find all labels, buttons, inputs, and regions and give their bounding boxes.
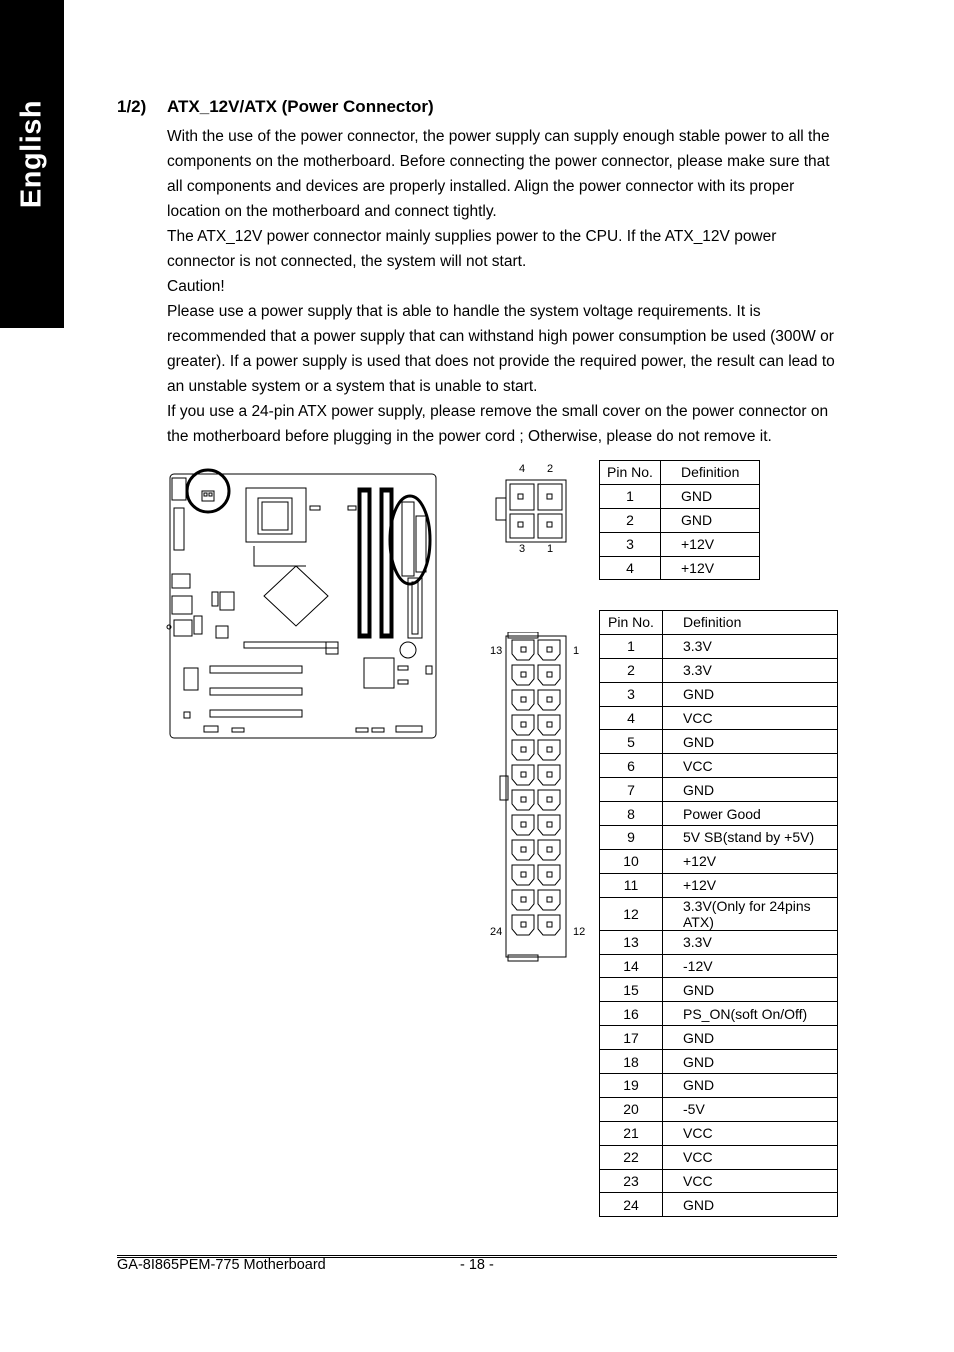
pin-cell bbox=[512, 715, 534, 735]
paragraph: If you use a 24-pin ATX power supply, please remove the small cover on the power connector on the motherboard before plugging in the power cord ; Otherwise, please do not remove it. bbox=[167, 403, 829, 445]
pin-definition: -5V bbox=[663, 1097, 838, 1121]
footer-model: GA-8I865PEM-775 Motherboard bbox=[117, 1257, 326, 1273]
pin-definition: GND bbox=[663, 1193, 838, 1217]
table-header-row bbox=[600, 461, 760, 485]
pin-contact bbox=[547, 872, 552, 877]
pin-number: 20 bbox=[600, 1097, 663, 1121]
pin-definition: VCC bbox=[663, 1169, 838, 1193]
table-row bbox=[600, 634, 838, 658]
pin-contact bbox=[521, 697, 526, 702]
table-row bbox=[600, 802, 838, 826]
pin-number: 2 bbox=[600, 508, 661, 532]
table-row bbox=[600, 556, 760, 580]
motherboard-diagram bbox=[166, 466, 438, 742]
pin-number: 16 bbox=[600, 1002, 663, 1026]
pin-number: 19 bbox=[600, 1074, 663, 1098]
pin-cell bbox=[538, 890, 560, 910]
pin-number: 7 bbox=[600, 778, 663, 802]
pin-cell bbox=[538, 690, 560, 710]
pin-number: 3 bbox=[600, 682, 663, 706]
pin-number: 21 bbox=[600, 1121, 663, 1145]
pin-label: 13 bbox=[490, 645, 503, 657]
pin-number: 24 bbox=[600, 1193, 663, 1217]
paragraph: The ATX_12V power connector mainly supplies power to the CPU. If the ATX_12V power connector is not connected, the system will not start. bbox=[167, 228, 777, 270]
pin-number: 4 bbox=[600, 556, 661, 580]
table-row bbox=[600, 778, 838, 802]
pin-definition: GND bbox=[663, 778, 838, 802]
pin-contact bbox=[547, 797, 552, 802]
pin-cell bbox=[538, 915, 560, 935]
pin-number: 3 bbox=[600, 532, 661, 556]
pin-definition: GND bbox=[663, 1074, 838, 1098]
language-label: English bbox=[15, 99, 48, 209]
table-row bbox=[600, 897, 838, 930]
pin-number: 4 bbox=[600, 706, 663, 730]
table-row bbox=[600, 1121, 838, 1145]
table-row bbox=[600, 484, 760, 508]
pin-contact bbox=[547, 922, 552, 927]
pin-label: 12 bbox=[573, 926, 586, 938]
pin-cell bbox=[512, 765, 534, 785]
pin-cell bbox=[512, 640, 534, 660]
table-row bbox=[600, 754, 838, 778]
pin-label: 2 bbox=[547, 463, 554, 475]
atx-pin-table bbox=[599, 610, 838, 1217]
pin-definition: PS_ON(soft On/Off) bbox=[663, 1002, 838, 1026]
pin-label: 3 bbox=[519, 543, 526, 555]
table-row bbox=[600, 826, 838, 850]
table-row bbox=[600, 849, 838, 873]
pin-contact bbox=[547, 747, 552, 752]
paragraph: Please use a power supply that is able to handle the system voltage requirements. It is recommended that a power supply that can withstand high power consumption be used (300W or greater). If a power supply is used that does not provide the required power, the result can lead to an unstable system or a system that is unable to start. bbox=[167, 303, 835, 395]
pin-number: 23 bbox=[600, 1169, 663, 1193]
table-row bbox=[600, 706, 838, 730]
table-row bbox=[600, 930, 838, 954]
pin-cell bbox=[512, 840, 534, 860]
pin-number: 6 bbox=[600, 754, 663, 778]
atx12v-pin-table bbox=[599, 460, 760, 580]
pin-definition: GND bbox=[663, 978, 838, 1002]
pin-number: 1 bbox=[600, 634, 663, 658]
table-row bbox=[600, 1193, 838, 1217]
table-row bbox=[600, 1050, 838, 1074]
pin-definition: GND bbox=[661, 508, 760, 532]
pin-contact bbox=[521, 872, 526, 877]
pin-cell bbox=[538, 640, 560, 660]
table-row bbox=[600, 1026, 838, 1050]
language-side-tab bbox=[0, 0, 64, 328]
pin-contact bbox=[547, 647, 552, 652]
caution-label: Caution! bbox=[167, 278, 225, 295]
pin-contact bbox=[547, 772, 552, 777]
pin-contact bbox=[521, 647, 526, 652]
section-title: ATX_12V/ATX (Power Connector) bbox=[167, 97, 434, 116]
pin-number: 2 bbox=[600, 658, 663, 682]
column-header: Definition bbox=[661, 461, 760, 485]
pin-number: 10 bbox=[600, 849, 663, 873]
pin-definition: +12V bbox=[661, 556, 760, 580]
pin-contact bbox=[547, 847, 552, 852]
pin-contact bbox=[521, 797, 526, 802]
pin-definition: +12V bbox=[663, 873, 838, 897]
pin-definition: VCC bbox=[663, 706, 838, 730]
pin-cell bbox=[512, 915, 534, 935]
pin-definition: 5V SB(stand by +5V) bbox=[663, 826, 838, 850]
pin-cell bbox=[538, 715, 560, 735]
table-header-row bbox=[600, 611, 838, 635]
page-number: - 18 - bbox=[460, 1257, 494, 1273]
table-row bbox=[600, 508, 760, 532]
section-number: 1/2) bbox=[117, 97, 147, 116]
pin-contact bbox=[547, 822, 552, 827]
pin-label: 1 bbox=[573, 645, 580, 657]
pin-cell bbox=[538, 790, 560, 810]
pin-cell bbox=[512, 665, 534, 685]
pin-contact bbox=[521, 672, 526, 677]
pin-number: 5 bbox=[600, 730, 663, 754]
pin-label: 1 bbox=[547, 543, 554, 555]
pin-number: 13 bbox=[600, 930, 663, 954]
pin-definition: -12V bbox=[663, 954, 838, 978]
paragraph: With the use of the power connector, the power supply can supply enough stable power to all the components on the motherboard. Before connecting the power connector, please make sure that all components and devices are properly installed. Align the power connector with its proper location on the motherboard and connect tightly. bbox=[167, 128, 830, 220]
table-row bbox=[600, 658, 838, 682]
pin-cell bbox=[512, 865, 534, 885]
pin-definition: GND bbox=[661, 484, 760, 508]
pin-number: 1 bbox=[600, 484, 661, 508]
section-body bbox=[167, 124, 843, 449]
pin-cell bbox=[512, 690, 534, 710]
pin-contact bbox=[547, 722, 552, 727]
pin-definition: VCC bbox=[663, 754, 838, 778]
pin-cell bbox=[538, 840, 560, 860]
table-row bbox=[600, 954, 838, 978]
table-row bbox=[600, 1145, 838, 1169]
pin-contact bbox=[521, 747, 526, 752]
pin-definition: +12V bbox=[661, 532, 760, 556]
pin-definition: 3.3V bbox=[663, 634, 838, 658]
table-row bbox=[600, 1169, 838, 1193]
atx-connector-diagram bbox=[485, 632, 595, 967]
pin-cell bbox=[512, 790, 534, 810]
atx12v-connector-diagram bbox=[490, 458, 580, 558]
pin-contact bbox=[521, 922, 526, 927]
pin-definition: GND bbox=[663, 682, 838, 706]
pin-definition: GND bbox=[663, 1050, 838, 1074]
pin-number: 12 bbox=[600, 897, 663, 930]
pin-cell bbox=[512, 740, 534, 760]
pin-cell bbox=[538, 665, 560, 685]
column-header: Pin No. bbox=[600, 461, 661, 485]
pin-contact bbox=[521, 897, 526, 902]
pin-contact bbox=[521, 722, 526, 727]
pin-number: 22 bbox=[600, 1145, 663, 1169]
pin-label: 24 bbox=[490, 926, 503, 938]
pin-contact bbox=[521, 822, 526, 827]
table-row bbox=[600, 1002, 838, 1026]
pin-contact bbox=[521, 772, 526, 777]
pin-definition: +12V bbox=[663, 849, 838, 873]
pin-number: 11 bbox=[600, 873, 663, 897]
pin-contact bbox=[521, 847, 526, 852]
pin-definition: GND bbox=[663, 730, 838, 754]
pin-cell bbox=[512, 890, 534, 910]
footer-divider bbox=[117, 1255, 837, 1256]
pin-definition: 3.3V bbox=[663, 930, 838, 954]
table-row bbox=[600, 682, 838, 706]
pin-contact bbox=[547, 897, 552, 902]
pin-contact bbox=[547, 672, 552, 677]
pin-cell bbox=[538, 765, 560, 785]
pin-definition: GND bbox=[663, 1026, 838, 1050]
pin-definition: 3.3V bbox=[663, 658, 838, 682]
pin-contact bbox=[547, 697, 552, 702]
pin-number: 15 bbox=[600, 978, 663, 1002]
pin-cell bbox=[538, 740, 560, 760]
pin-cell bbox=[538, 865, 560, 885]
pin-label: 4 bbox=[519, 463, 526, 475]
table-row bbox=[600, 1074, 838, 1098]
table-row bbox=[600, 1097, 838, 1121]
pin-definition: 3.3V(Only for 24pins ATX) bbox=[663, 897, 838, 930]
pin-definition: VCC bbox=[663, 1145, 838, 1169]
table-row bbox=[600, 978, 838, 1002]
pin-cell bbox=[538, 815, 560, 835]
table-row bbox=[600, 873, 838, 897]
pin-number: 14 bbox=[600, 954, 663, 978]
pin-definition: Power Good bbox=[663, 802, 838, 826]
column-header: Pin No. bbox=[600, 611, 663, 635]
pin-definition: VCC bbox=[663, 1121, 838, 1145]
pin-number: 9 bbox=[600, 826, 663, 850]
pin-cell bbox=[512, 815, 534, 835]
pin-number: 18 bbox=[600, 1050, 663, 1074]
column-header: Definition bbox=[663, 611, 838, 635]
pin-number: 17 bbox=[600, 1026, 663, 1050]
table-row bbox=[600, 532, 760, 556]
table-row bbox=[600, 730, 838, 754]
pin-number: 8 bbox=[600, 802, 663, 826]
